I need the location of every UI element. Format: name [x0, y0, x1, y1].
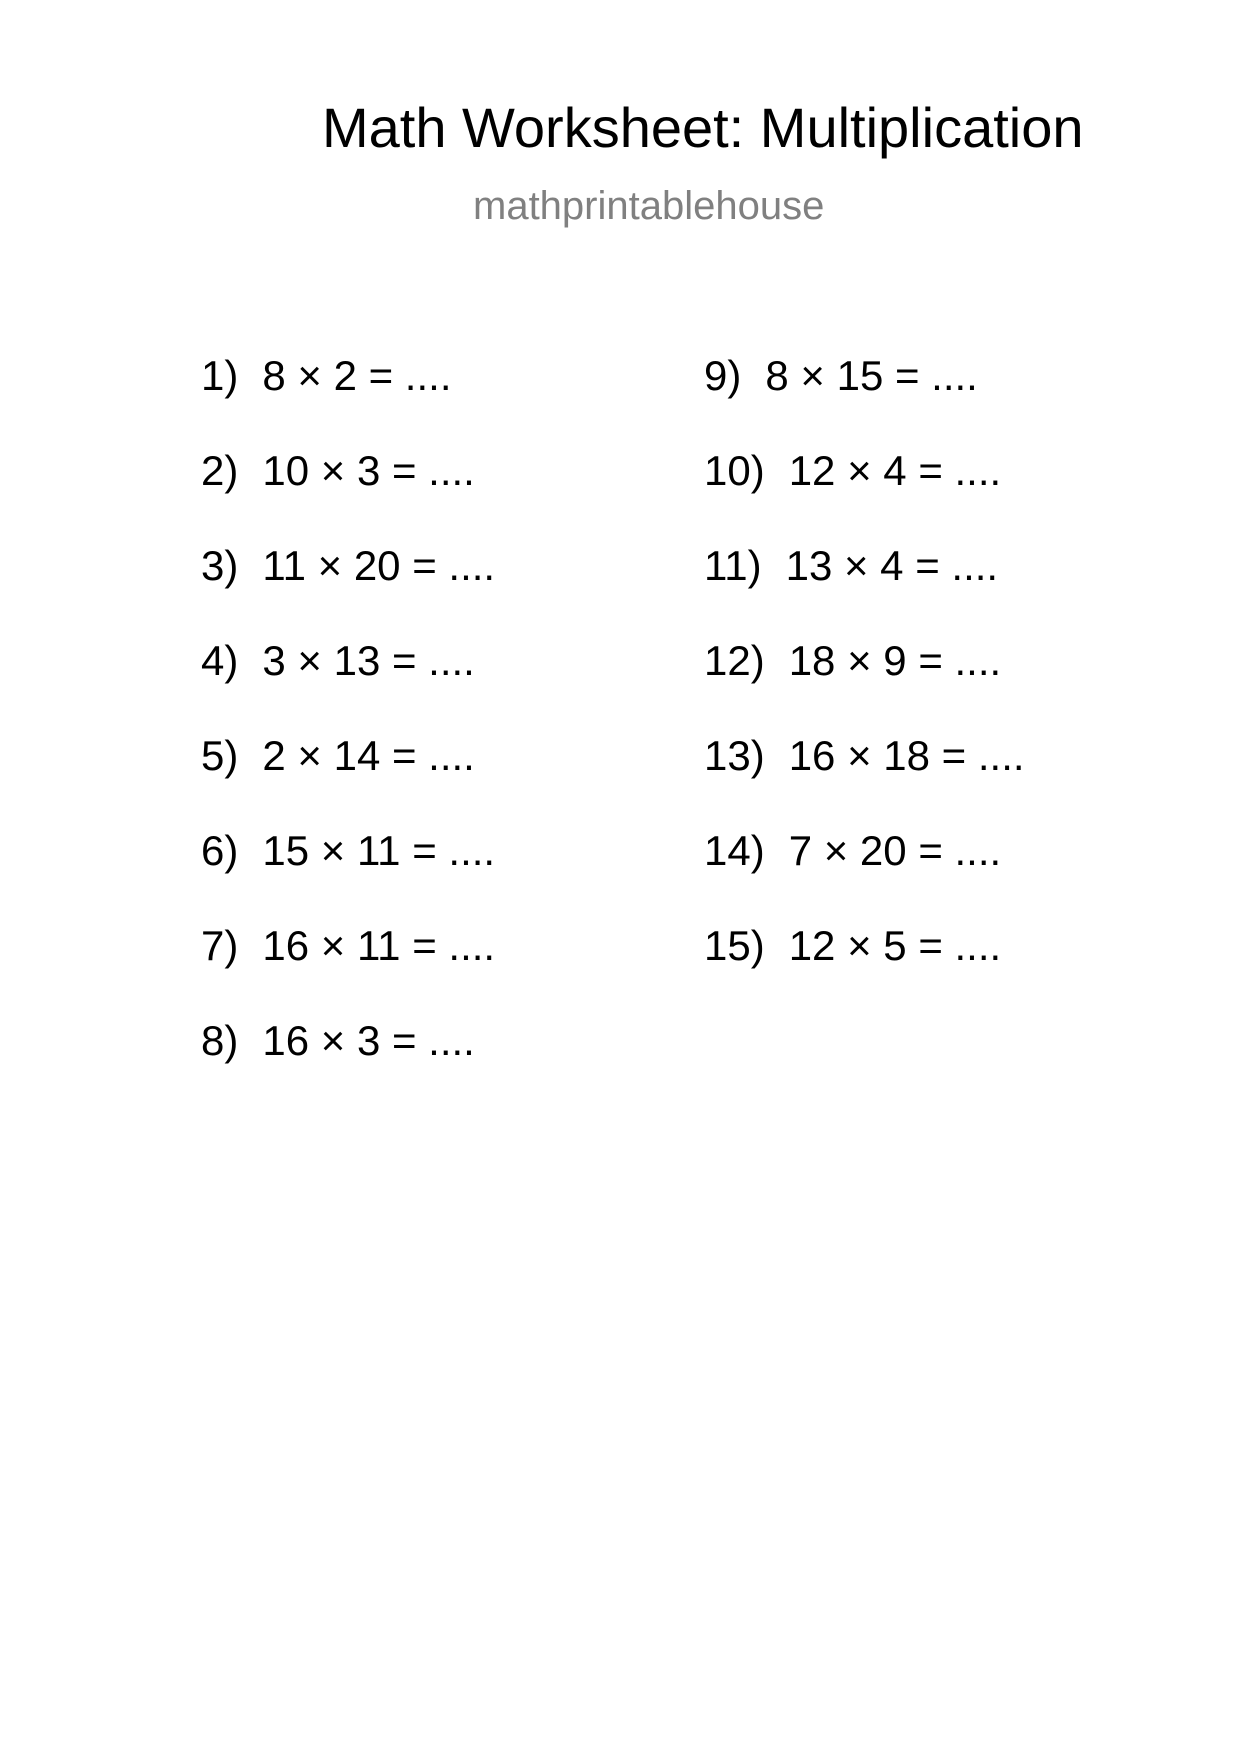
problem-item [201, 637, 495, 732]
problem-expression: 8 × 2 = .... [262, 352, 452, 399]
problem-number: 14) [704, 827, 765, 874]
problem-item [201, 922, 495, 1017]
problem-number: 4) [201, 637, 239, 684]
problem-item [201, 447, 495, 542]
problem-expression: 13 × 4 = .... [785, 542, 999, 589]
problem-item [201, 1017, 495, 1112]
problem-number: 9) [704, 352, 742, 399]
problem-expression: 15 × 11 = .... [262, 827, 496, 874]
problem-expression: 12 × 4 = .... [788, 447, 1002, 494]
problem-item [704, 827, 1025, 922]
problem-expression: 18 × 9 = .... [788, 637, 1002, 684]
problem-column-left [201, 352, 495, 1112]
problem-number: 7) [201, 922, 239, 969]
problem-number: 8) [201, 1017, 239, 1064]
problem-number: 13) [704, 732, 765, 779]
problem-item [201, 542, 495, 637]
problem-number: 2) [201, 447, 239, 494]
problem-expression: 2 × 14 = .... [262, 732, 475, 779]
problem-number: 6) [201, 827, 239, 874]
problem-item [201, 732, 495, 827]
problem-number: 3) [201, 542, 239, 589]
problem-number: 15) [704, 922, 765, 969]
problem-expression: 7 × 20 = .... [788, 827, 1002, 874]
problem-item [201, 352, 495, 447]
problem-expression: 16 × 3 = .... [262, 1017, 475, 1064]
problem-expression: 10 × 3 = .... [262, 447, 475, 494]
problem-item [704, 922, 1025, 1017]
problem-expression: 12 × 5 = .... [788, 922, 1002, 969]
problem-number: 10) [704, 447, 765, 494]
problem-item [704, 637, 1025, 732]
problem-expression: 3 × 13 = .... [262, 637, 475, 684]
problem-expression: 16 × 11 = .... [262, 922, 496, 969]
problem-number: 1) [201, 352, 239, 399]
worksheet-title: Math Worksheet: Multiplication [322, 96, 1084, 159]
worksheet-subtitle: mathprintablehouse [473, 184, 825, 228]
problem-expression: 8 × 15 = .... [765, 352, 978, 399]
problem-item [201, 827, 495, 922]
problem-item [704, 542, 1025, 637]
problem-number: 11) [704, 542, 762, 589]
problem-item [704, 352, 1025, 447]
problem-column-right [704, 352, 1025, 1017]
problem-number: 5) [201, 732, 239, 779]
problem-expression: 16 × 18 = .... [788, 732, 1025, 779]
problem-item [704, 447, 1025, 542]
problem-item [704, 732, 1025, 827]
problem-number: 12) [704, 637, 765, 684]
problem-expression: 11 × 20 = .... [262, 542, 496, 589]
